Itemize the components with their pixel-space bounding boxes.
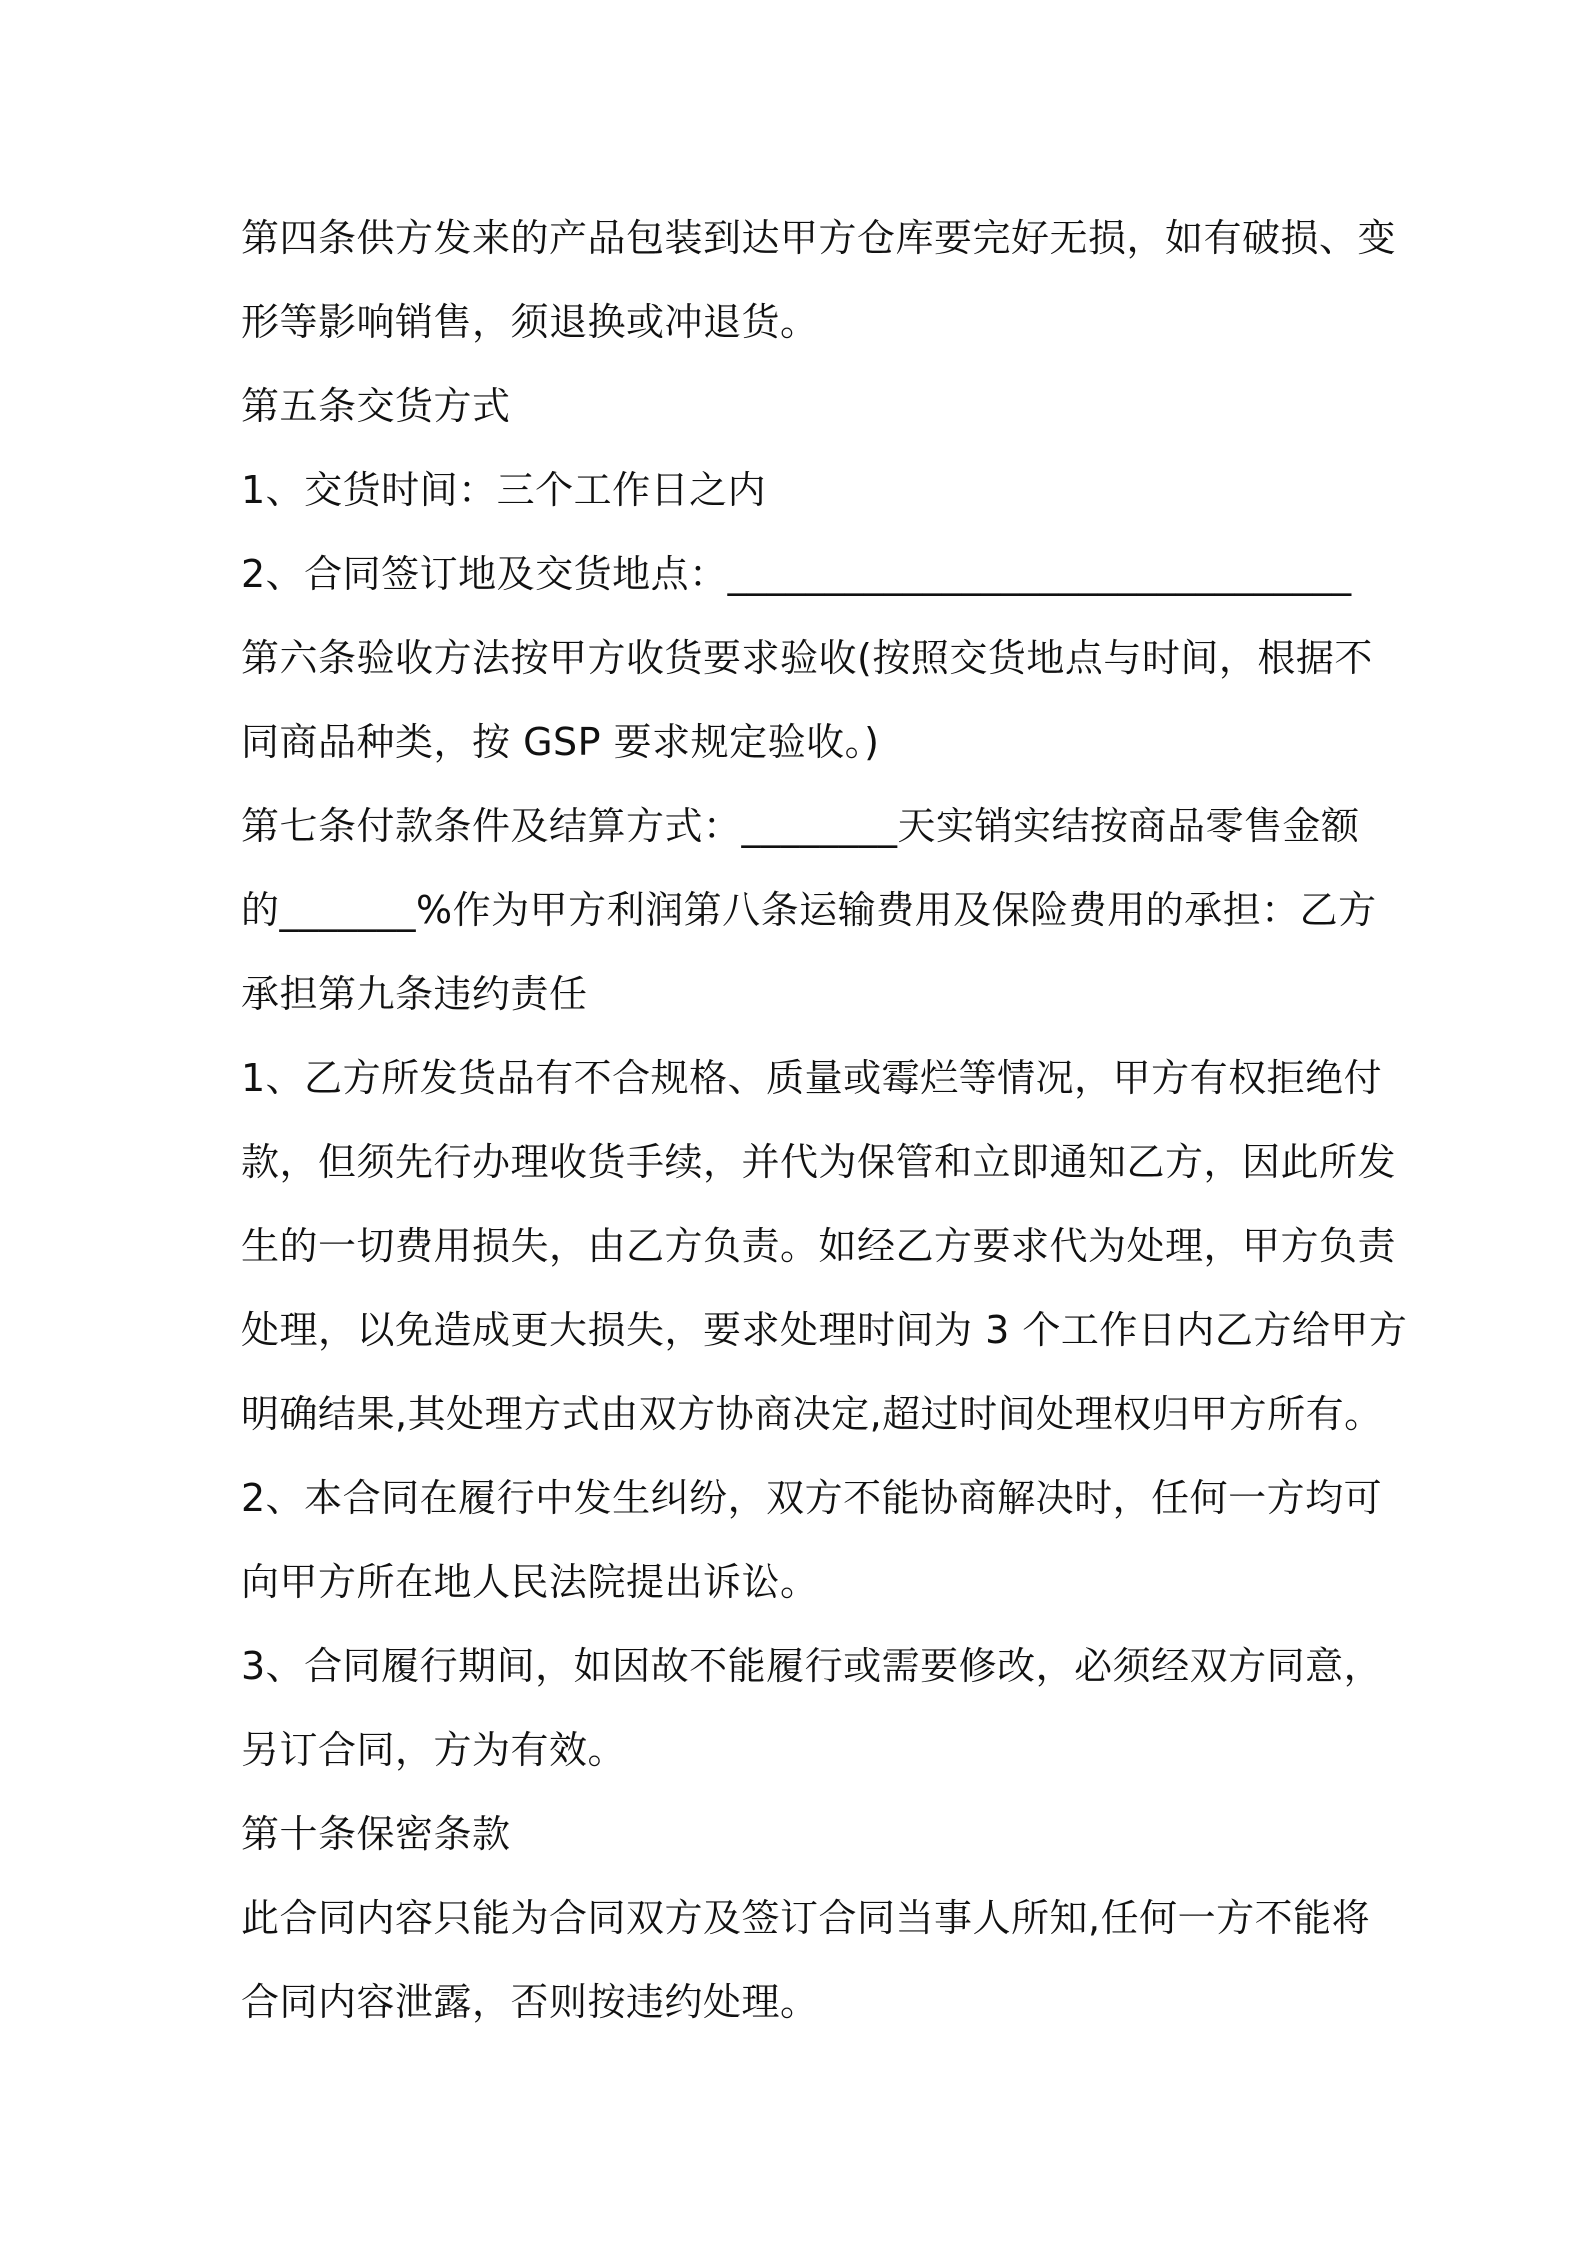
text-line: 的_______%作为甲方利润第八条运输费用及保险费用的承担：乙方 — [241, 888, 1377, 932]
text-line: 生的一切费用损失，由乙方负责。如经乙方要求代为处理，甲方负责 — [241, 1224, 1397, 1268]
text-line: 另订合同，方为有效。 — [241, 1728, 627, 1772]
section-heading: 第十条保密条款 — [241, 1812, 511, 1856]
text-line: 1、乙方所发货品有不合规格、质量或霉烂等情况，甲方有权拒绝付 — [241, 1056, 1383, 1100]
text-line: 合同内容泄露，否则按违约处理。 — [241, 1980, 819, 2024]
text-line: 形等影响销售，须退换或冲退货。 — [241, 300, 819, 344]
text-line: 1、交货时间：三个工作日之内 — [241, 468, 767, 512]
text-line: 第四条供方发来的产品包装到达甲方仓库要完好无损，如有破损、变 — [241, 216, 1397, 260]
contract-text — [241, 196, 1408, 2044]
text-line: 3、合同履行期间，如因故不能履行或需要修改，必须经双方同意， — [241, 1644, 1383, 1688]
section-heading: 第五条交货方式 — [241, 384, 511, 428]
text-line: 明确结果,其处理方式由双方协商决定,超过时间处理权归甲方所有。 — [241, 1392, 1383, 1436]
text-line: 2、本合同在履行中发生纠纷，双方不能协商解决时，任何一方均可 — [241, 1476, 1383, 1520]
text-line: 同商品种类，按 GSP 要求规定验收。) — [241, 720, 880, 764]
text-line: 处理，以免造成更大损失，要求处理时间为 3 个工作日内乙方给甲方 — [241, 1308, 1408, 1352]
text-line: 向甲方所在地人民法院提出诉讼。 — [241, 1560, 819, 1604]
text-line: 承担第九条违约责任 — [241, 972, 588, 1016]
text-line: 款，但须先行办理收货手续，并代为保管和立即通知乙方，因此所发 — [241, 1140, 1397, 1184]
text-line: 第六条验收方法按甲方收货要求验收(按照交货地点与时间，根据不 — [241, 636, 1373, 680]
text-line: 此合同内容只能为合同双方及签订合同当事人所知,任何一方不能将 — [241, 1896, 1371, 1940]
text-line: 2、合同签订地及交货地点：________________________________ — [241, 552, 1352, 596]
text-line: 第七条付款条件及结算方式：________天实销实结按商品零售金额 — [241, 804, 1360, 848]
